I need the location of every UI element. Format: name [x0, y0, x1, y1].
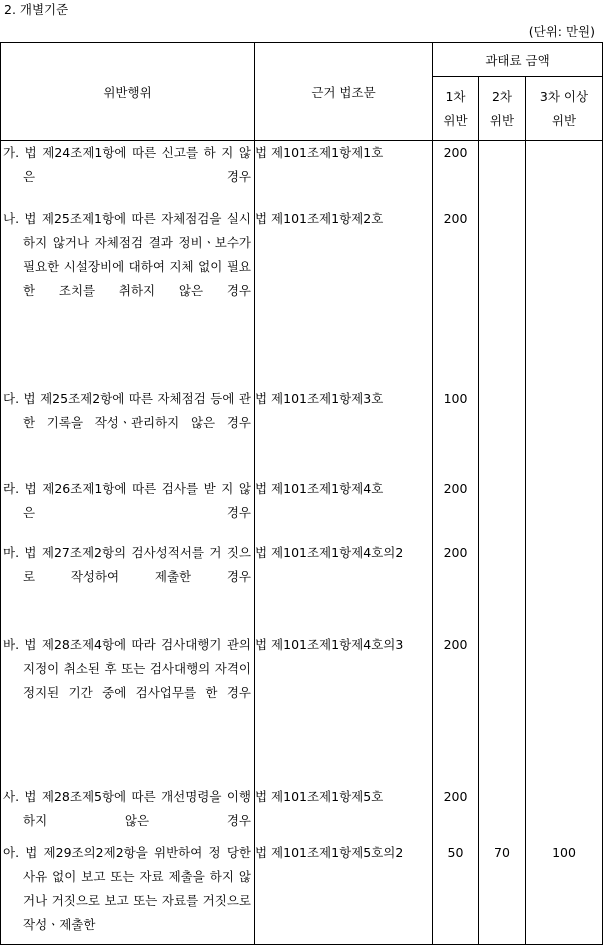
third-violation-amount — [526, 141, 603, 207]
second-violation-amount: 70 — [479, 841, 526, 945]
table-row — [1, 541, 603, 633]
second-violation-amount — [479, 141, 526, 207]
first-violation-amount: 200 — [433, 541, 479, 633]
second-violation-amount — [479, 785, 526, 841]
violation-cell — [1, 541, 255, 633]
violation-text: 다. 법 제25조제2항에 따른 자체점검 등에 관한 기록을 작성ㆍ관리하지 않은 경우 — [3, 390, 251, 430]
table-row — [1, 841, 603, 945]
unit-note: (단위: 만원) — [528, 24, 595, 39]
legal-basis-cell: 법 제101조제1항제5호 — [255, 785, 433, 841]
violation-cell — [1, 785, 255, 841]
second-violation-amount — [479, 387, 526, 477]
third-violation-amount — [526, 387, 603, 477]
table-row — [1, 477, 603, 541]
legal-basis-cell: 법 제101조제1항제4호의2 — [255, 541, 433, 633]
second-violation-amount — [479, 477, 526, 541]
first-violation-amount: 200 — [433, 785, 479, 841]
second-violation-amount — [479, 541, 526, 633]
violation-text: 가. 법 제24조제1항에 따른 신고를 하 지 않은 경우 — [3, 145, 251, 184]
violation-cell — [1, 841, 255, 945]
third-violation-amount — [526, 207, 603, 387]
legal-basis-cell: 법 제101조제1항제4호의3 — [255, 633, 433, 785]
legal-basis-cell: 법 제101조제1항제3호 — [255, 387, 433, 477]
table-row — [1, 387, 603, 477]
fine-table — [0, 42, 603, 945]
first-violation-amount: 200 — [433, 633, 479, 785]
violation-text: 나. 법 제25조제1항에 따른 자체점검을 실시하지 않거나 자체점검 결과 정비ㆍ보수가 필요한 시설장비에 대하여 지체 없이 필요한 조치를 취하지 않은 경우 — [3, 210, 251, 298]
violation-cell — [1, 141, 255, 207]
third-violation-amount — [526, 633, 603, 785]
table-row — [1, 785, 603, 841]
table-row — [1, 633, 603, 785]
table-row — [1, 207, 603, 387]
violation-cell — [1, 387, 255, 477]
violation-cell — [1, 633, 255, 785]
violation-text: 마. 법 제27조제2항의 검사성적서를 거 짓으로 작성하여 제출한 경우 — [3, 544, 251, 584]
third-violation-amount — [526, 477, 603, 541]
violation-text: 사. 법 제28조제5항에 따른 개선명령을 이행하지 않은 경우 — [3, 788, 251, 828]
header-second-violation: 2차 위반 — [479, 77, 526, 141]
legal-basis-cell: 법 제101조제1항제4호 — [255, 477, 433, 541]
section-title: 2. 개별기준 — [4, 2, 69, 17]
header-fine-amount: 과태료 금액 — [433, 43, 603, 77]
first-violation-amount: 50 — [433, 841, 479, 945]
third-violation-amount — [526, 541, 603, 633]
first-violation-amount: 200 — [433, 141, 479, 207]
second-violation-amount — [479, 207, 526, 387]
header-legal-basis: 근거 법조문 — [255, 43, 433, 141]
legal-basis-cell: 법 제101조제1항제1호 — [255, 141, 433, 207]
legal-basis-cell: 법 제101조제1항제2호 — [255, 207, 433, 387]
violation-text: 바. 법 제28조제4항에 따라 검사대행기 관의 지정이 취소된 후 또는 검사대행의 자격이 정지된 기간 중에 검사업무를 한 경우 — [3, 636, 251, 700]
third-violation-amount: 100 — [526, 841, 603, 945]
third-violation-amount — [526, 785, 603, 841]
first-violation-amount: 100 — [433, 387, 479, 477]
header-violation: 위반행위 — [1, 43, 255, 141]
violation-cell — [1, 477, 255, 541]
violation-cell — [1, 207, 255, 387]
first-violation-amount: 200 — [433, 207, 479, 387]
violation-text: 아. 법 제29조의2제2항을 위반하여 정 당한 사유 없이 보고 또는 자료 제출을 하지 않거나 거짓으로 보고 또는 자료를 거짓으로 작성ㆍ제출한 — [3, 844, 251, 932]
violation-text: 라. 법 제26조제1항에 따른 검사를 받 지 않은 경우 — [3, 480, 251, 520]
header-first-violation: 1차 위반 — [433, 77, 479, 141]
second-violation-amount — [479, 633, 526, 785]
first-violation-amount: 200 — [433, 477, 479, 541]
header-third-violation: 3차 이상 위반 — [526, 77, 603, 141]
legal-basis-cell: 법 제101조제1항제5호의2 — [255, 841, 433, 945]
table-row — [1, 141, 603, 207]
